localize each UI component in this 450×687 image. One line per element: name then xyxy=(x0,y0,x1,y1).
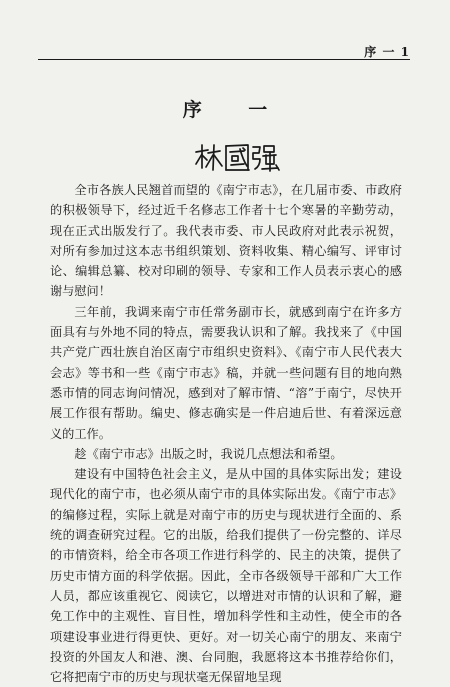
paragraph: 建设有中国特色社会主义，是从中国的具体实际出发；建设现代化的南宁市，也必须从南宁市的具体实际出发。《南宁市志》的编修过程，实际上就是对南宁市的历史与现状进行全面的、系统的调查研究过程。它的出版，给我们提供了一份完整的、详尽的市情资料，给全市各项工作进行科学的、民主的决策，提供了历史市情方面的科学依据。因此，全市各级领导干部和广大工作人员，都应该重视它、阅读它，以增进对市情的认识和了解，避免工作中的主观性、盲目性，增加科学性和主动性，使全市的各项建设事业进行得更快、更好。对一切关心南宁的朋友、来南宁投资的外国友人和港、澳、台同胞，我愿将这本书推荐给你们，它将把南宁市的历史与现状毫无保留地呈现 xyxy=(50,467,402,685)
paragraph: 三年前，我调来南宁市任常务副市长，就感到南宁在许多方面具有与外地不同的特点，需要我认识和了解。我找来了《中国共产党广西壮族自治区南宁市组织史资料》、《南宁市人民代表大会志》等书和一些《南宁市志》稿，并就一些问题有目的地向熟悉市情的同志询问情况，感到对了解市情、“溶”于南宁，尽快开展工作很有帮助。编史、修志确实是一件启迪后世、有着深远意义的工作。 xyxy=(50,304,402,441)
paragraph: 趁《南宁市志》出版之时，我说几点想法和希望。 xyxy=(74,446,343,461)
paragraph: 全市各族人民翘首而望的《南宁市志》，在几届市委、市政府的积极领导下，经过近千名修志工作者十七个寒暑的辛勤劳动，现在正式出版发行了。我代表市委、市人民政府对此表示祝贺，对所有参加过这本志书组织策划、资料收集、精心编写、评审讨论、编辑总纂、校对印刷的领导、专家和工作人员表示衷心的感谢与慰问！ xyxy=(50,183,402,299)
page-title: 序 一 xyxy=(182,99,288,121)
handwritten-signature xyxy=(192,140,282,174)
signature-image xyxy=(192,140,282,174)
preface-body xyxy=(50,180,402,687)
running-header xyxy=(38,43,410,60)
running-head-text: 序 一 1 xyxy=(364,45,410,59)
